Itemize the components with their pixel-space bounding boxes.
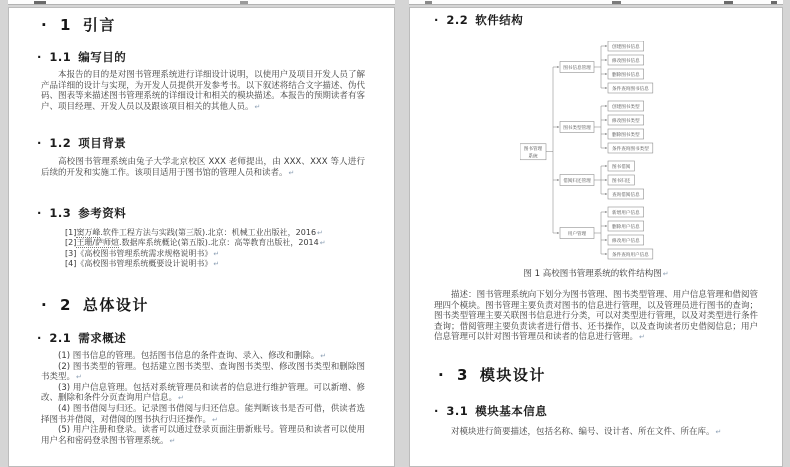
tree-node-label: 系统	[528, 154, 538, 160]
tree-node-label: 用户管理	[567, 231, 587, 237]
heading-section-2-2	[434, 12, 523, 28]
requirement-item: (1) 图书信息的管理。包括图书信息的条件查询、录入、修改和删除。 ↵	[41, 351, 365, 362]
heading-number: 1.3	[49, 206, 72, 220]
tree-node-label: 创建图书信息	[612, 44, 640, 50]
reference-list	[65, 228, 375, 270]
heading-section-1-3	[37, 205, 126, 221]
cropped-text-fragment	[34, 1, 46, 4]
requirement-item: (4) 图书借阅与归还。记录图书借阅与归还信息。能判断该书是否可借，供读者选择图书并借阅，对借阅的图书执行归还操作。 ↵	[41, 404, 365, 425]
tree-node-label: 创建图书类型	[612, 104, 640, 110]
heading-title: 总体设计	[82, 296, 149, 314]
heading-number: 2	[59, 296, 72, 314]
heading-number: 1	[59, 16, 72, 34]
heading-title: 参考资料	[78, 206, 127, 220]
tree-node-label: 图书信息管理	[563, 65, 591, 71]
heading-title: 模块设计	[479, 366, 546, 384]
heading-title: 编写目的	[78, 50, 127, 64]
heading-section-1	[41, 14, 116, 35]
heading-section-3-1	[434, 403, 547, 419]
tree-node-label: 删除图书类型	[612, 132, 640, 138]
heading-number: 2.1	[49, 331, 72, 345]
heading-title: 模块基本信息	[475, 404, 548, 418]
tree-node-label: 删除用户信息	[612, 224, 640, 230]
heading-number: 2.2	[446, 13, 469, 27]
tree-node-label: 新增用户信息	[612, 210, 640, 216]
cropped-text-fragment	[612, 1, 621, 4]
cropped-text-fragment	[425, 1, 432, 4]
heading-section-3	[438, 364, 546, 385]
tree-node-label: 条件查询图书类型	[612, 146, 649, 152]
structure-tree	[520, 41, 684, 265]
paragraph-module-info: 对模块进行简要描述，包括名称、编号、设计者、所在文件、所在库。 ↵	[434, 427, 758, 438]
requirement-item: (2) 图书类型的管理。包括建立图书类型、查询图书类型、修改图书类型和删除图书类型。 ↵	[41, 362, 365, 383]
software-structure-diagram	[520, 41, 684, 269]
requirement-list	[41, 351, 365, 446]
heading-title: 项目背景	[78, 136, 127, 150]
tree-node-label: 借阅归还管理	[563, 178, 591, 184]
tree-node-label: 图书类型管理	[563, 125, 591, 131]
document-page-right	[409, 7, 783, 467]
heading-section-2-1	[37, 330, 126, 346]
heading-section-1-2	[37, 135, 126, 151]
tree-node-label: 图书借阅	[612, 164, 631, 170]
reference-item: [2]王珊/萨师煊.数据库系统概论(第五版).北京：高等教育出版社，2014↵	[65, 238, 326, 248]
tree-node-label: 修改图书信息	[612, 58, 640, 64]
tree-node-label: 条件查询用户信息	[612, 252, 649, 258]
tree-node-label: 图书管理	[523, 146, 543, 152]
document-page-left	[8, 7, 395, 467]
tree-node-label: 图书归还	[612, 178, 631, 184]
tree-node-label: 修改图书类型	[612, 118, 640, 124]
paragraph-structure-description: 描述：图书管理系统向下划分为图书管理、图书类型管理、用户信息管理和借阅管理四个模块。图书管理主要负责对图书的信息进行管理，以及管理员进行图书的查询；图书类型管理主要关联图书信息进行分类，可以对类型进行管理，以及对类型进行条件查询；借阅管理主要负责读者进行借书、还书操作，以及查询读者历史借阅信息；用户信息管理可以针对图书管理员和读者的信息进行管理。 ↵	[434, 290, 758, 343]
tree-node-label: 查询借阅信息	[612, 192, 640, 198]
heading-section-2	[41, 294, 149, 315]
paragraph-background: 高校图书管理系统由兔子大学北京校区 XXX 老师提出，由 XXX、XXX 等人进行后续的开发和实施工作。该项目适用于图书馆的管理人员和读者。 ↵	[41, 157, 365, 178]
previous-page-bottom-edge	[8, 0, 395, 5]
heading-title: 软件结构	[475, 13, 524, 27]
heading-number: 1.2	[49, 136, 72, 150]
heading-title: 引言	[82, 16, 116, 34]
requirement-item: (5) 用户注册和登录。读者可以通过登录页面注册新账号。管理员和读者可以使用用户名和密码登录图书管理系统。 ↵	[41, 425, 365, 446]
heading-title: 需求概述	[78, 331, 127, 345]
cropped-text-fragment	[771, 1, 777, 4]
requirement-item: (3) 用户信息管理。包括对系统管理员和读者的信息进行维护管理。可以新增、修改、删除和条件分页查询用户信息。 ↵	[41, 383, 365, 404]
heading-number: 1.1	[49, 50, 72, 64]
heading-section-1-1	[37, 49, 126, 65]
figure-caption: 图 1 高校图书管理系统的软件结构图 ↵	[410, 267, 782, 279]
reference-item: [1]窦万峰.软件工程方法与实践(第三版).北京：机械工业出版社，2016↵	[65, 228, 323, 237]
paragraph-purpose: 本报告的目的是对图书管理系统进行详细设计说明，以使用户及项目开发人员了解产品详细的设计与实现，为开发人员提供开发参考书。以下叙述将结合文字描述、伪代码、图表等来描述图书管理系统的详细设计和相关的模块描述。本报告的预期读者有客户、项目经理、开发人员以及跟该项目相关的其他人员。 ↵	[41, 70, 365, 112]
heading-number: 3	[456, 366, 469, 384]
reference-item: [4]《高校图书管理系统概要设计说明书》↵	[65, 259, 220, 269]
cropped-text-fragment	[724, 1, 733, 4]
heading-number: 3.1	[446, 404, 469, 418]
cropped-text-fragment	[240, 1, 248, 4]
reference-item: [3]《高校图书管理系统需求规格说明书》↵	[65, 248, 220, 258]
tree-node-label: 修改用户信息	[612, 238, 640, 244]
tree-node-label: 条件查询图书信息	[612, 86, 649, 92]
tree-node-label: 删除图书信息	[612, 72, 640, 78]
